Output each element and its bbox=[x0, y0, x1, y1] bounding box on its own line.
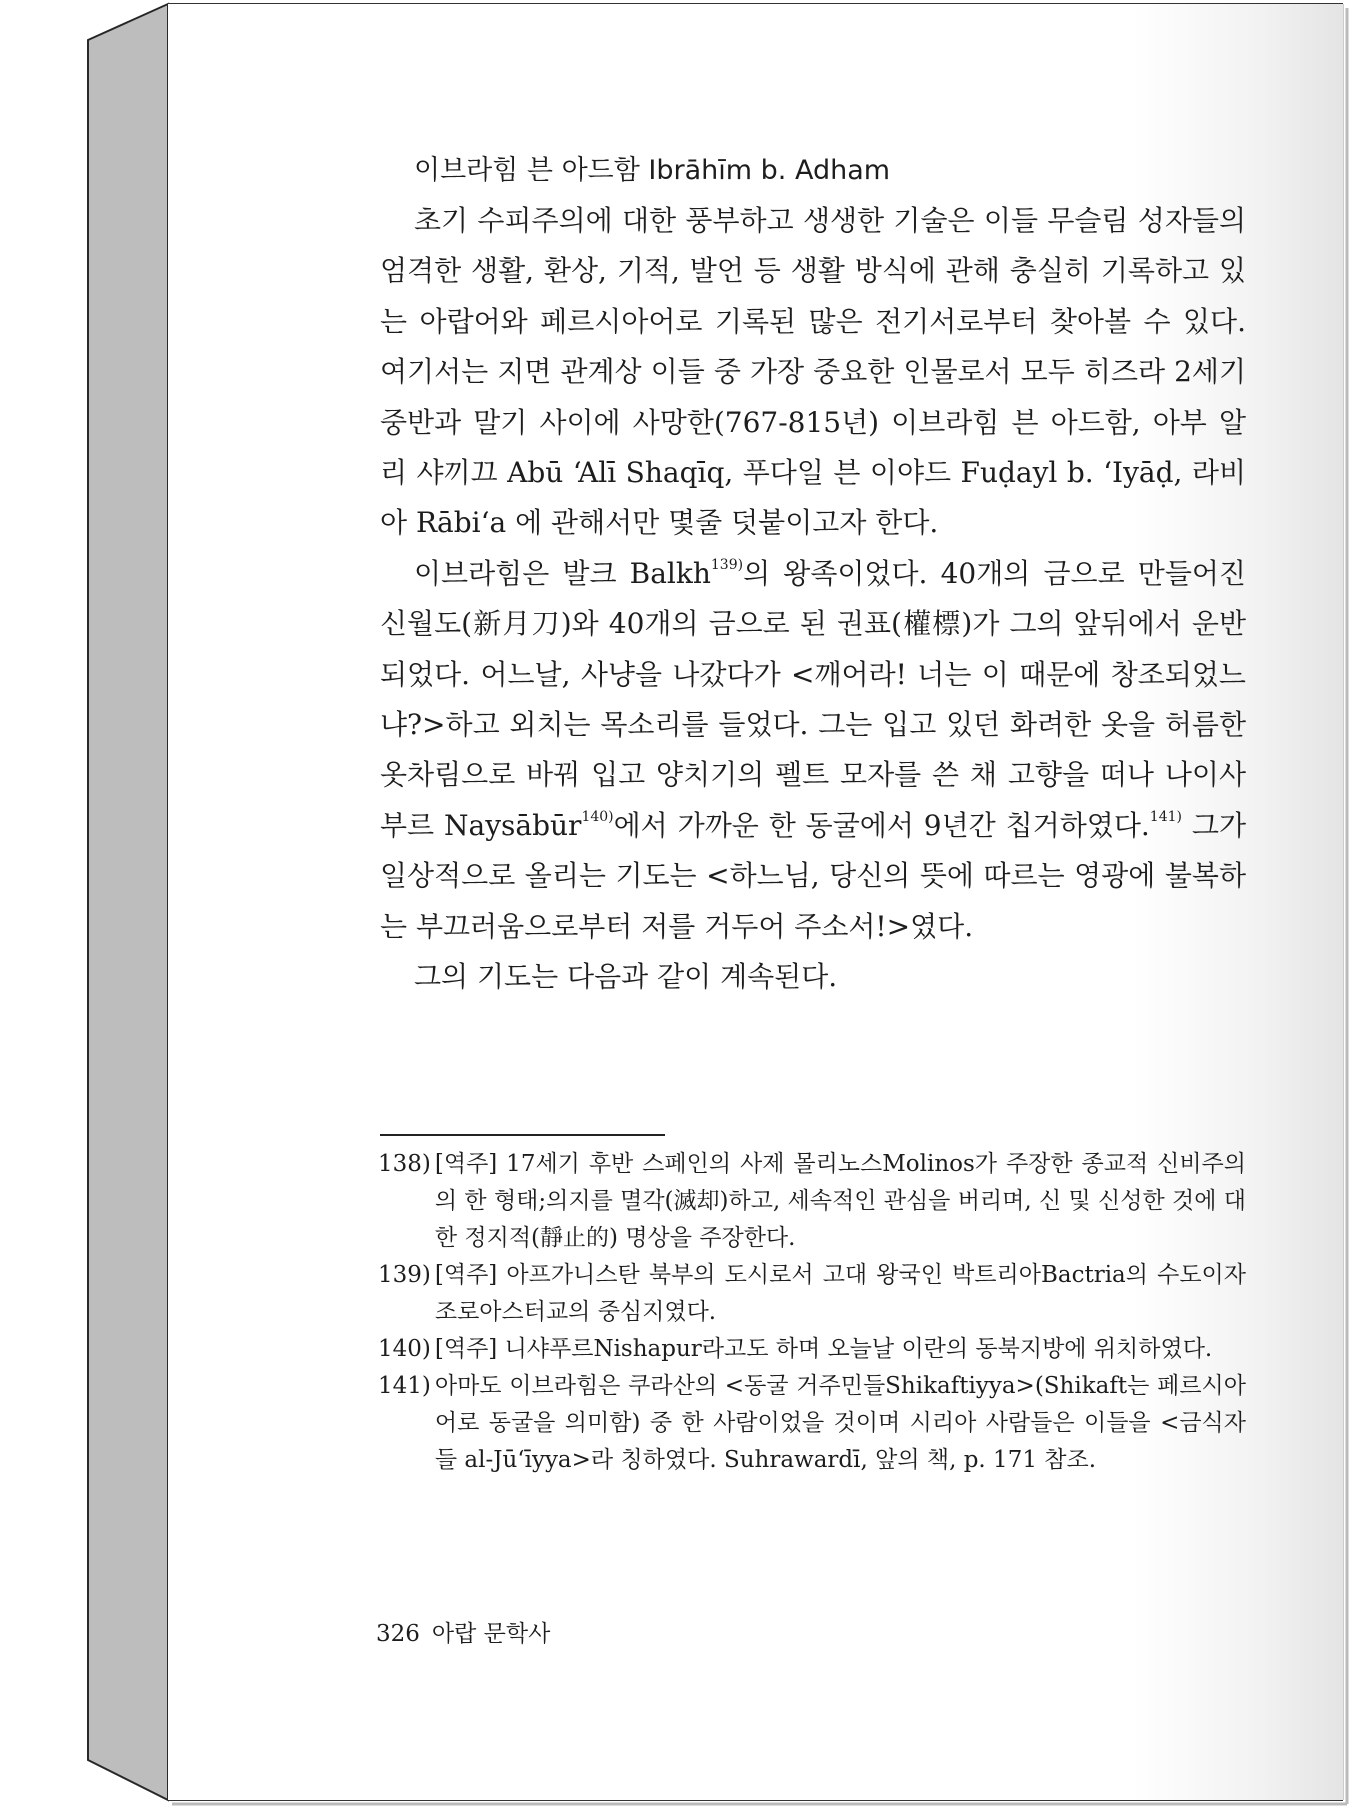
page-number: 326 bbox=[376, 1621, 420, 1647]
body-text bbox=[380, 196, 1246, 1003]
main-text bbox=[380, 146, 1246, 1003]
page-footer bbox=[376, 1619, 562, 1649]
footnote-text: [역주] 아프가니스탄 북부의 도시로서 고대 왕국인 박트리아Bactria의 수도이자 조로아스터교의 중심지였다. bbox=[434, 1262, 1246, 1325]
footnote-138 bbox=[378, 1146, 1246, 1257]
footnote-number: 139) bbox=[378, 1262, 431, 1288]
footnote-text: [역주] 17세기 후반 스페인의 사제 몰리노스Molinos가 주장한 종교적 신비주의의 한 형태;의지를 멸각(滅却)하고, 세속적인 관심을 버리며, 신 및 신성한 것에 대한 정지적(靜止的) 명상을 주장한다. bbox=[434, 1151, 1246, 1251]
footnote-ref-140[interactable]: 140) bbox=[581, 808, 614, 825]
paragraph-1: 초기 수피주의에 대한 풍부하고 생생한 기술은 이들 무슬림 성자들의 엄격한 생활, 환상, 기적, 발언 등 생활 방식에 관해 충실히 기록하고 있는 아랍어와 페르시아어로 기록된 많은 전기서로부터 찾아볼 수 있다. 여기서는 지면 관계상 이들 중 가장 중요한 인물로서 모두 히즈라 2세기 중반과 말기 사이에 사망한(767-815년) 이브라힘 븐 아드함, 아부 알리 샤끼끄 Abū ‘Alī Shaqīq, 푸다일 븐 이야드 Fuḍayl b. ‘Iyāḍ, 라비아 Rābi‘a 에 관해서만 몇줄 덧붙이고자 한다. bbox=[380, 204, 1246, 540]
footnote-number: 140) bbox=[378, 1336, 431, 1362]
footnote-ref-139[interactable]: 139) bbox=[710, 556, 744, 573]
footnote-number: 138) bbox=[378, 1151, 431, 1177]
paragraph-2-part-2: 의 왕족이었다. 40개의 금으로 만들어진 신월도(新月刀)와 40개의 금으로 된 권표(權標)가 그의 앞뒤에서 운반되었다. 어느날, 사냥을 나갔다가 <깨어라! 너는 이 때문에 창조되었느냐?>하고 외치는 목소리를 들었다. 그는 입고 있던 화려한 옷을 허름한 옷차림으로 바꿔 입고 양치기의 펠트 모자를 쓴 채 고향을 떠나 나이사부르 Naysābūr bbox=[380, 556, 1246, 842]
footnote-text: [역주] 니샤푸르Nishapur라고도 하며 오늘날 이란의 동북지방에 위치하였다. bbox=[434, 1336, 1213, 1362]
paragraph-3: 그의 기도는 다음과 같이 계속된다. bbox=[414, 960, 838, 994]
section-heading: 이브라힘 븐 아드함 Ibrāhīm b. Adham bbox=[414, 155, 891, 186]
paragraph-2-part-4: 그가 일상적으로 올리는 기도는 <하느님, 당신의 뜻에 따르는 영광에 불복하는 부끄러움으로부터 저를 거두어 주소서!>였다. bbox=[380, 808, 1246, 943]
footnote-text: 아마도 이브라힘은 쿠라산의 <동굴 거주민들Shikaftiyya>(Shikaft는 페르시아어로 동굴을 의미함) 중 한 사람이었을 것이며 시리아 사람들은 이들을 <금식자들 al-Jū‘īyya>라 칭하였다. Suhrawardī, 앞의 책, p. 171 참조. bbox=[434, 1373, 1246, 1473]
footnote-141 bbox=[378, 1368, 1246, 1479]
paragraph-2-part-1: 이브라힘은 발크 Balkh bbox=[414, 556, 711, 590]
footnote-divider bbox=[380, 1134, 665, 1136]
footnote-140 bbox=[378, 1331, 1246, 1368]
paragraph-2 bbox=[380, 549, 1246, 952]
running-title: 아랍 문학사 bbox=[431, 1621, 551, 1647]
paragraph-2-part-3: 에서 가까운 한 동굴에서 9년간 칩거하였다. bbox=[613, 808, 1150, 842]
footnote-139 bbox=[378, 1257, 1246, 1331]
footnote-ref-141[interactable]: 141) bbox=[1149, 808, 1182, 825]
footnote-number: 141) bbox=[378, 1373, 431, 1399]
footnotes bbox=[378, 1146, 1246, 1479]
